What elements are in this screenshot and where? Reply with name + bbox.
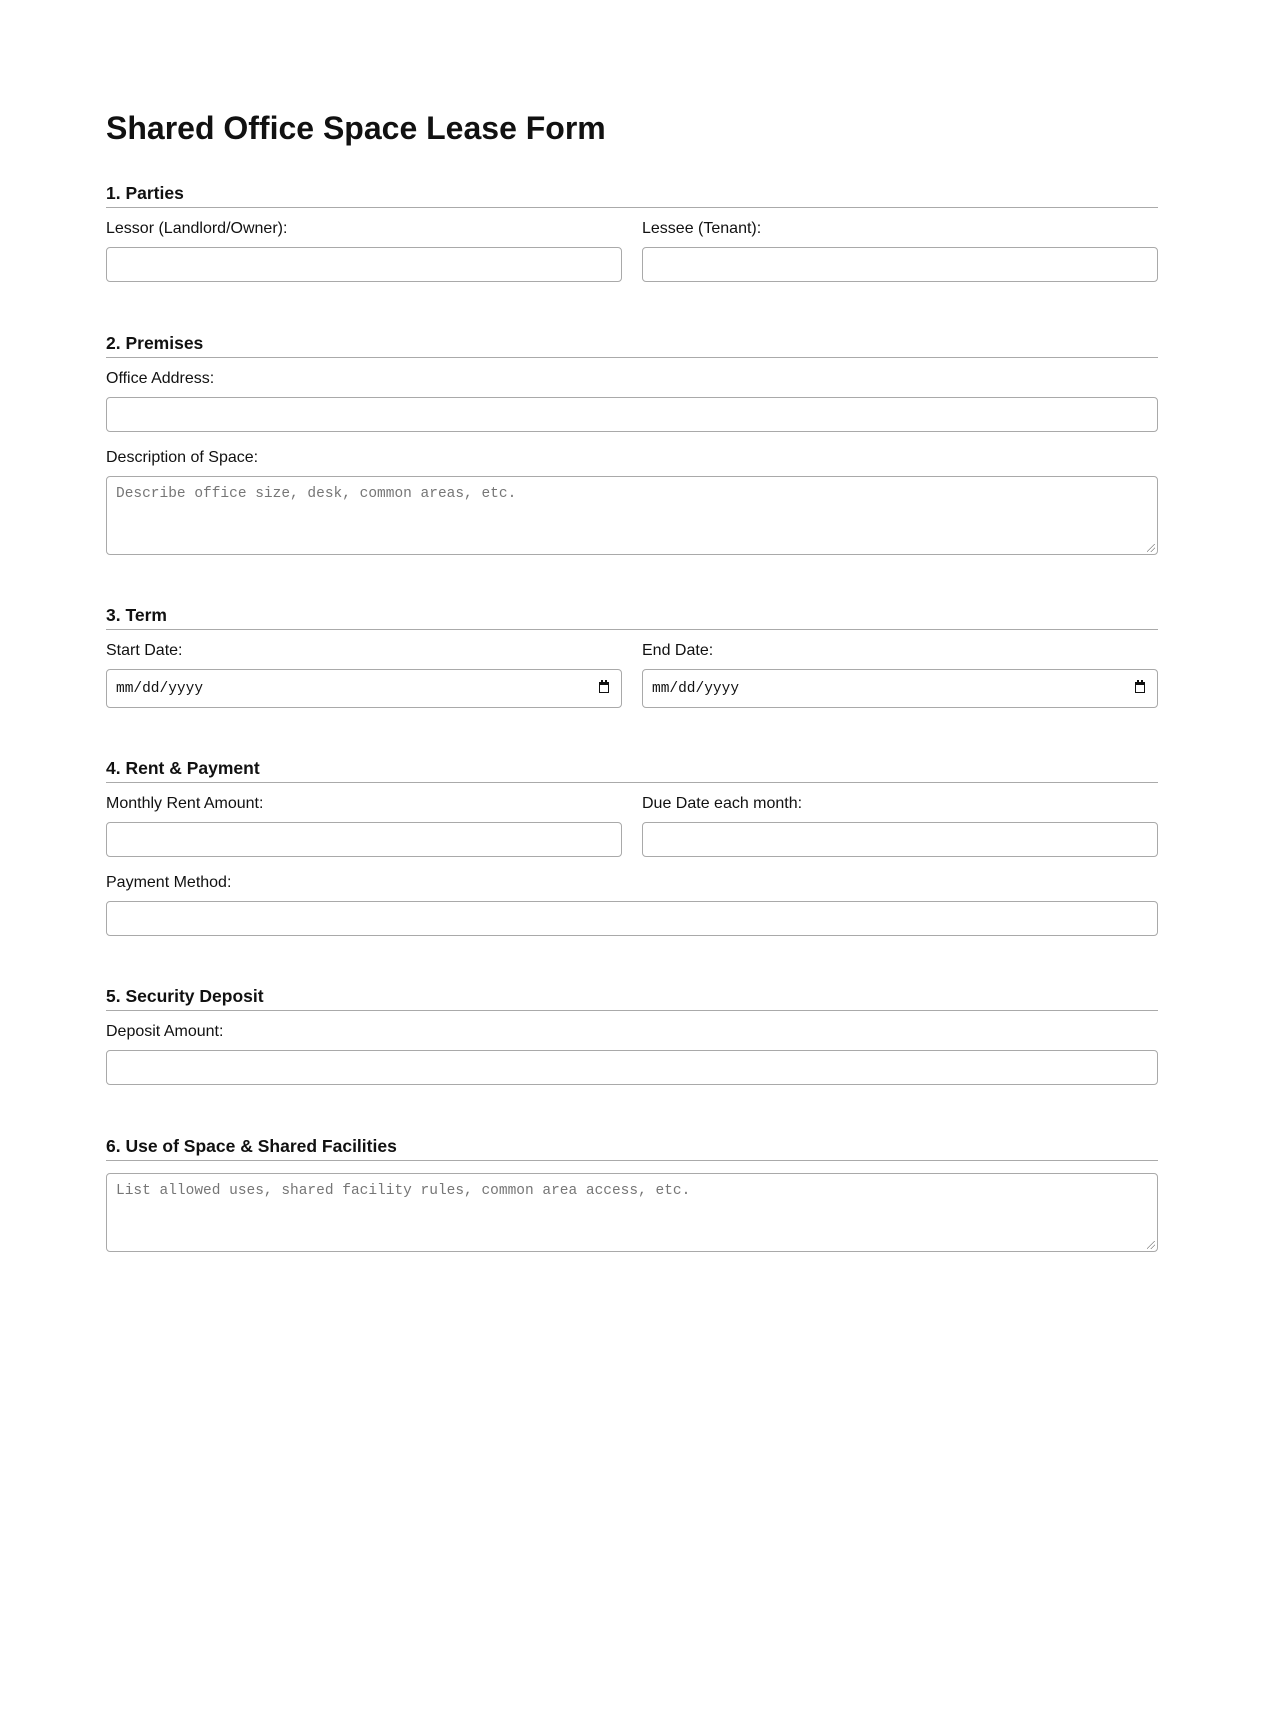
calendar-icon[interactable] xyxy=(1135,682,1145,693)
due-date-input[interactable] xyxy=(642,822,1158,857)
lessee-label: Lessee (Tenant): xyxy=(642,220,762,237)
section-heading: 2. Premises xyxy=(106,333,1158,358)
use-of-space-textarea[interactable] xyxy=(106,1173,1158,1252)
section-heading: 4. Rent & Payment xyxy=(106,758,1158,783)
end-date-label: End Date: xyxy=(642,642,714,659)
monthly-rent-label: Monthly Rent Amount: xyxy=(106,795,264,812)
lessor-input[interactable] xyxy=(106,247,622,282)
section-heading: 1. Parties xyxy=(106,183,1158,208)
due-date-label: Due Date each month: xyxy=(642,795,803,812)
section-heading: 3. Term xyxy=(106,605,1158,630)
payment-method-label: Payment Method: xyxy=(106,874,232,891)
deposit-amount-input[interactable] xyxy=(106,1050,1158,1085)
description-label: Description of Space: xyxy=(106,449,259,466)
deposit-amount-label: Deposit Amount: xyxy=(106,1023,224,1040)
section-parties xyxy=(106,183,1158,282)
description-placeholder: Describe office size, desk, common areas, etc. xyxy=(116,486,517,502)
end-date-placeholder: mm/dd/yyyy xyxy=(652,681,740,697)
section-heading: 6. Use of Space & Shared Facilities xyxy=(106,1136,1158,1161)
start-date-input[interactable] xyxy=(106,669,622,708)
lessor-label: Lessor (Landlord/Owner): xyxy=(106,220,288,237)
payment-method-input[interactable] xyxy=(106,901,1158,936)
section-premises xyxy=(106,333,1158,555)
start-date-label: Start Date: xyxy=(106,642,183,659)
description-textarea[interactable] xyxy=(106,476,1158,555)
end-date-input[interactable] xyxy=(642,669,1158,708)
section-security-deposit xyxy=(106,986,1158,1085)
page-title: Shared Office Space Lease Form xyxy=(106,110,606,146)
monthly-rent-input[interactable] xyxy=(106,822,622,857)
section-term xyxy=(106,605,1158,708)
office-address-label: Office Address: xyxy=(106,370,215,387)
calendar-icon[interactable] xyxy=(599,682,609,693)
resize-handle-icon[interactable] xyxy=(1147,1241,1155,1249)
use-of-space-placeholder: List allowed uses, shared facility rules, common area access, etc. xyxy=(116,1183,691,1199)
office-address-input[interactable] xyxy=(106,397,1158,432)
lessee-input[interactable] xyxy=(642,247,1158,282)
resize-handle-icon[interactable] xyxy=(1147,544,1155,552)
section-heading: 5. Security Deposit xyxy=(106,986,1158,1011)
section-rent-payment xyxy=(106,758,1158,936)
section-use-of-space xyxy=(106,1136,1158,1252)
start-date-placeholder: mm/dd/yyyy xyxy=(116,681,204,697)
